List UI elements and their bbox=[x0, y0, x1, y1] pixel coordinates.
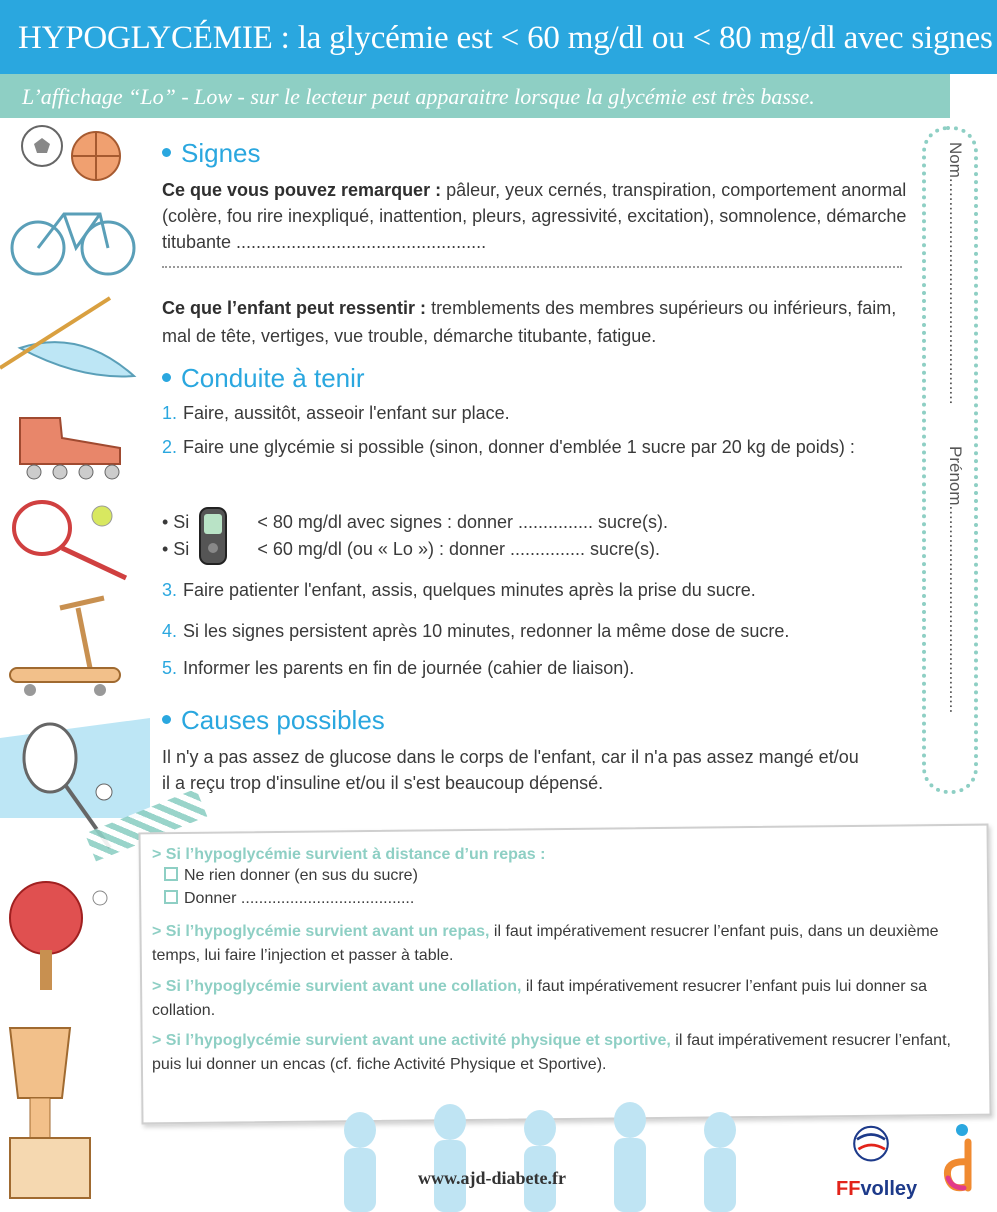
checkbox[interactable] bbox=[164, 890, 178, 904]
step-2 bbox=[162, 434, 862, 460]
ressentir-label: Ce que l’enfant peut ressentir : bbox=[162, 298, 427, 318]
step-5 bbox=[162, 655, 902, 681]
step-number: 5. bbox=[162, 658, 178, 678]
option-donner[interactable] bbox=[164, 890, 414, 908]
sports-illustrations bbox=[0, 118, 150, 1212]
ffvolley-logo-icon bbox=[848, 1124, 908, 1180]
section-heading-signes bbox=[162, 138, 261, 169]
step-1 bbox=[162, 400, 902, 426]
step-number: 3. bbox=[162, 580, 178, 600]
checkbox[interactable] bbox=[164, 867, 178, 881]
bullet-dot-icon bbox=[162, 148, 171, 157]
section-heading-conduite bbox=[162, 363, 365, 394]
step-text: Faire une glycémie si possible (sinon, donner d'emblée 1 sucre par 20 kg de poids) : bbox=[183, 437, 855, 457]
ping-pong-icon bbox=[10, 882, 107, 990]
bullet-dot-icon bbox=[162, 373, 171, 382]
step-text: Si les signes persistent après 10 minutes, redonner la même dose de sucre. bbox=[183, 621, 790, 641]
basketball-icon bbox=[72, 132, 120, 180]
signes-remarquer-paragraph bbox=[162, 177, 907, 255]
website-link[interactable]: www.ajd-diabete.fr bbox=[418, 1168, 566, 1188]
prenom-field[interactable]: Prénom............................................ bbox=[946, 446, 965, 714]
note-avant-repas bbox=[152, 920, 977, 968]
signes-ressentir-paragraph bbox=[162, 294, 907, 350]
note-highlight: > Si l’hypoglycémie survient avant une activité physique et sportive, bbox=[152, 1032, 671, 1049]
bullet-prefix: • Si bbox=[162, 512, 190, 532]
signes-heading-text: Signes bbox=[181, 138, 261, 168]
ffvolley-ff: FF bbox=[836, 1178, 861, 1200]
step-text: Informer les parents en fin de journée (cahier de liaison). bbox=[183, 658, 635, 678]
roller-skate-icon bbox=[20, 418, 120, 479]
step-text: Faire, aussitôt, asseoir l'enfant sur place. bbox=[183, 403, 510, 423]
step-number: 2. bbox=[162, 437, 178, 457]
bullet-prefix: • Si bbox=[162, 539, 190, 559]
skateboard-icon bbox=[10, 598, 120, 696]
remarquer-text: pâleur, yeux cernés, transpiration, comportement anormal (colère, fou rire inexpliqué, inattention, pleurs, agressivité, excitation), somnolence, démarche titubante .................................................. bbox=[162, 180, 907, 252]
bicycle-icon bbox=[12, 214, 134, 274]
bullet-text: < 80 mg/dl avec signes : donner ............... sucre(s). bbox=[257, 512, 669, 532]
note-text: il faut impérativement resucrer l’enfant, puis lui donner un encas (cf. fiche Activité Physique et Sportive). bbox=[152, 1032, 951, 1073]
bullet-60 bbox=[162, 539, 660, 560]
nom-field[interactable]: Nom................................................ bbox=[946, 142, 965, 405]
step-3 bbox=[162, 577, 902, 603]
trophy-icon bbox=[10, 1028, 90, 1198]
note-highlight: > Si l’hypoglycémie survient avant un repas, bbox=[152, 923, 490, 940]
ffvolley-wordmark bbox=[836, 1178, 917, 1201]
section-heading-causes bbox=[162, 705, 385, 736]
remarquer-label: Ce que vous pouvez remarquer : bbox=[162, 180, 442, 200]
causes-heading-text: Causes possibles bbox=[181, 705, 385, 735]
option-label: Donner ....................................... bbox=[184, 890, 415, 907]
bullet-dot-icon bbox=[162, 715, 171, 724]
note-highlight: > Si l’hypoglycémie survient à distance d’un repas : bbox=[152, 846, 546, 863]
option-ne-rien-donner[interactable] bbox=[164, 867, 418, 885]
conduite-heading-text: Conduite à tenir bbox=[181, 363, 365, 393]
step-number: 1. bbox=[162, 403, 178, 423]
option-label: Ne rien donner (en sus du sucre) bbox=[184, 867, 418, 884]
causes-paragraph: Il n'y a pas assez de glucose dans le corps de l'enfant, car il n'a pas assez mangé et/ou il a reçu trop d'insuline et/ou il s'est beaucoup dépensé. bbox=[162, 747, 859, 793]
note-text: il faut impérativement resucrer l’enfant puis, dans un deuxième temps, lui faire l’injection et passer à table. bbox=[152, 923, 939, 964]
ressentir-text: tremblements des membres supérieurs ou inférieurs, faim, mal de tête, vertiges, vue trouble, démarche titubante, fatigue. bbox=[162, 298, 897, 346]
ajd-logo-icon bbox=[940, 1122, 980, 1202]
step-4 bbox=[162, 618, 902, 644]
fill-in-dotted-line[interactable] bbox=[162, 266, 902, 268]
footer-crowd-silhouettes bbox=[300, 1100, 820, 1212]
page-title: HYPOGLYCÉMIE : la glycémie est < 60 mg/dl ou < 80 mg/dl avec signes bbox=[18, 20, 993, 56]
note-avant-collation bbox=[152, 975, 977, 1023]
step-text: Faire patienter l'enfant, assis, quelques minutes après la prise du sucre. bbox=[183, 580, 756, 600]
soccer-ball-icon bbox=[22, 126, 62, 166]
bullet-text: < 60 mg/dl (ou « Lo ») : donner ............... sucre(s). bbox=[257, 539, 661, 559]
note-highlight: > Si l’hypoglycémie survient avant une collation, bbox=[152, 978, 522, 995]
note-text: il faut impérativement resucrer l’enfant puis lui donner sa collation. bbox=[152, 978, 927, 1019]
page-subtitle: L’affichage “Lo” - Low - sur le lecteur peut apparaitre lorsque la glycémie est très basse. bbox=[22, 84, 815, 109]
note-distance-repas bbox=[152, 843, 977, 867]
kayak-icon bbox=[0, 298, 134, 376]
tennis-racket-icon bbox=[14, 502, 126, 578]
step-number: 4. bbox=[162, 621, 178, 641]
ffvolley-rest: volley bbox=[860, 1178, 918, 1200]
note-avant-activite bbox=[152, 1029, 977, 1077]
bullet-80 bbox=[162, 512, 668, 533]
